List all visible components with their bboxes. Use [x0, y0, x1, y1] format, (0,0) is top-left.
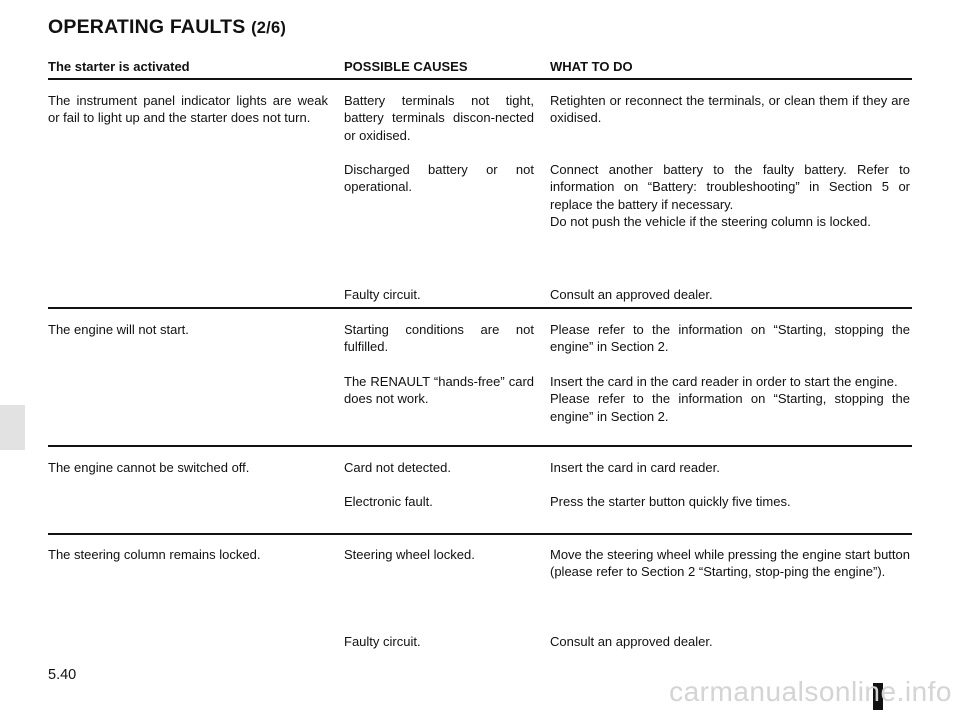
page-title-sub: (2/6)	[251, 19, 287, 37]
cause-text: Battery terminals not tight, battery terminals discon-nected or oxidised.	[344, 93, 534, 143]
cause-text: Faulty circuit.	[344, 634, 421, 649]
cause-text: Faulty circuit.	[344, 287, 421, 302]
action-text-line: Please refer to the information on “Starting, stopping the engine” in Section 2.	[550, 391, 910, 424]
column-header-causes: POSSIBLE CAUSES	[344, 59, 468, 74]
page-number: 5.40	[48, 667, 77, 683]
column-header-fault: The starter is activated	[48, 59, 190, 74]
action-text-line: Do not push the vehicle if the steering column is locked.	[550, 214, 871, 230]
action-text: Consult an approved dealer.	[550, 287, 713, 302]
fault-text: The engine will not start.	[48, 322, 189, 337]
header-divider	[48, 78, 912, 80]
fault-text: The steering column remains locked.	[48, 547, 261, 562]
action-text: Consult an approved dealer.	[550, 634, 713, 649]
fault-text: The engine cannot be switched off.	[48, 460, 250, 475]
page-title-main: OPERATING FAULTS	[48, 16, 246, 38]
action-text: Please refer to the information on “Starting, stopping the engine” in Section 2.	[550, 322, 910, 355]
action-text: Move the steering wheel while pressing the engine start button (please refer to Section 2 “Starting, stop-ping the engine”).	[550, 547, 910, 580]
cause-text: Starting conditions are not fulfilled.	[344, 322, 534, 355]
fault-text: The instrument panel indicator lights are weak or fail to light up and the starter does not turn.	[48, 93, 328, 126]
cause-text: Card not detected.	[344, 460, 451, 475]
action-text-line: Connect another battery to the faulty battery. Refer to information on “Battery: troubleshooting” in Section 5 or replace the battery if necessary.	[550, 162, 910, 212]
action-text-line: Insert the card in the card reader in order to start the engine.	[550, 374, 898, 389]
action-text: Press the starter button quickly five times.	[550, 494, 791, 509]
action-text: Insert the card in card reader.	[550, 460, 720, 475]
cause-text: Discharged battery or not operational.	[344, 162, 534, 195]
cause-text: Electronic fault.	[344, 494, 433, 509]
action-text	[550, 161, 910, 231]
section-tab-marker	[0, 405, 25, 450]
section-divider	[48, 445, 912, 447]
cause-text: The RENAULT “hands-free” card does not work.	[344, 374, 534, 407]
watermark-text: carmanualsonline.info	[669, 676, 952, 707]
section-divider	[48, 533, 912, 535]
column-header-action: WHAT TO DO	[550, 59, 633, 74]
action-text: Retighten or reconnect the terminals, or clean them if they are oxidised.	[550, 93, 910, 126]
page-title	[48, 16, 286, 39]
cause-text: Steering wheel locked.	[344, 547, 475, 562]
section-divider	[48, 307, 912, 309]
action-text	[550, 373, 910, 425]
